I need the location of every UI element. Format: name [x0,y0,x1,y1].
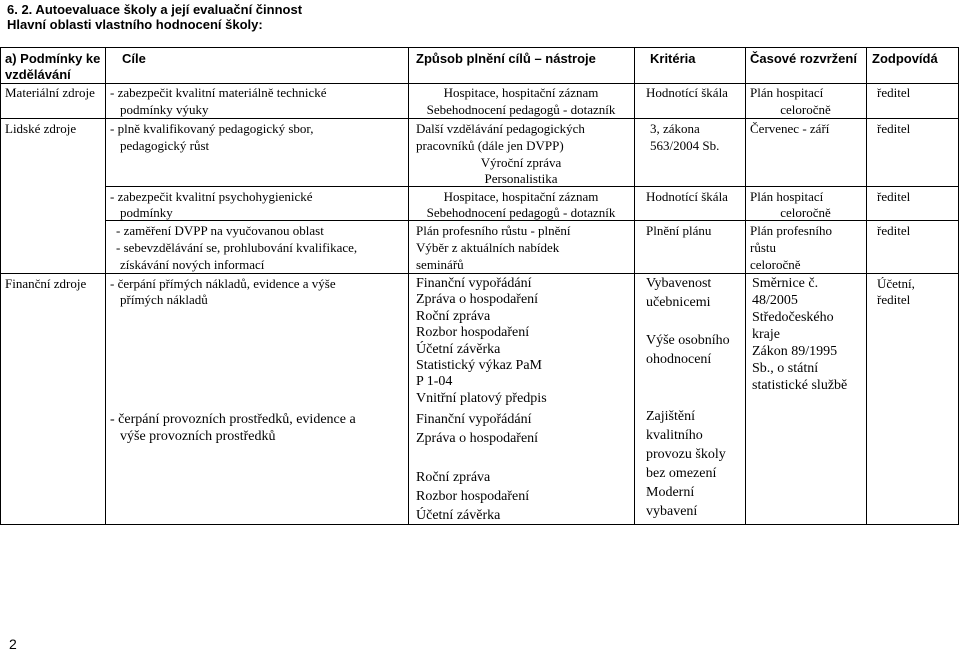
schedule-text: Červenec - září [750,121,830,136]
goal-text: přímých nákladů [120,292,208,307]
responsible-text: ředitel [877,223,911,238]
method-text: Další vzdělávání pedagogických [416,121,585,136]
cell-line: Zákon 89/1995 [752,344,838,359]
cell-line: kvalitního [646,428,703,443]
method-text: Personalistika [484,171,558,186]
cell-line: Středočeského [752,310,834,325]
cell-line: Rozbor hospodaření [416,488,530,504]
cell-line: Statistický výkaz PaM [416,358,542,373]
goal-text: pedagogický růst [120,138,210,153]
header-goals: Cíle [122,51,146,66]
header-area-cont: vzdělávání [5,67,71,82]
cell-line: Výše osobního [646,333,730,348]
goal-text: podmínky výuky [120,102,209,117]
cell-line: Účetní závěrka [416,508,501,523]
schedule-text: Plán hospitací [750,85,824,100]
header-method: Způsob plnění cílů – nástroje [416,51,596,66]
criteria-text: Hodnotící škála [646,189,728,204]
schedule-text: Plán profesního [750,223,832,238]
section-subtitle: Hlavní oblasti vlastního hodnocení školy: [7,17,263,32]
goal-text: - sebevzdělávání se, prohlubování kvalifikace, [116,240,358,255]
goal-text: - čerpání provozních prostředků, evidence a [110,412,356,427]
goal-text: podmínky [120,205,173,220]
method-text: Sebehodnocení pedagogů - dotazník [426,102,616,117]
cell-line: Zajištění [646,409,695,424]
cell-line: Finanční vypořádání [416,276,532,291]
criteria-text: 3, zákona [650,121,700,136]
page-number: 2 [9,636,17,652]
cell-line: P 1-04 [416,374,453,390]
schedule-text: celoročně [750,257,801,272]
responsible-text: ředitel [877,85,911,100]
cell-line: 48/2005 [752,293,798,308]
cell-line: vybavení [646,504,698,519]
area-label: Lidské zdroje [5,121,77,136]
schedule-text: růstu [750,240,776,255]
responsible-text: ředitel [877,189,911,204]
schedule-text: Plán hospitací [750,189,824,204]
method-text: pracovníků (dále jen DVPP) [416,138,564,153]
cell-line: Vybavenost [646,276,712,291]
cell-line: statistické službě [752,378,848,393]
cell-line: Vnitřní platový předpis [416,390,547,406]
cell-line: Rozbor hospodaření [416,325,530,341]
cell-line: Sb., o státní [752,361,819,376]
cell-line: ohodnocení [646,352,712,367]
schedule-text: celoročně [780,102,831,117]
goal-text: - čerpání přímých nákladů, evidence a výše [110,276,336,291]
cell-line: kraje [752,327,780,342]
goal-text: - zaměření DVPP na vyučovanou oblast [116,223,324,238]
goal-text: - zabezpečit kvalitní materiálně technické [110,85,327,100]
cell-line: učebnicemi [646,295,711,310]
area-label: Materiální zdroje [5,85,95,100]
method-text: Plán profesního růstu - plnění [416,223,571,238]
schedule-text: celoročně [780,205,831,220]
header-responsible: Zodpovídá [872,51,938,66]
cell-line: Účetní závěrka [416,341,501,357]
header-criteria: Kritéria [650,51,696,66]
method-text: Výběr z aktuálních nabídek [416,240,560,255]
criteria-text: 563/2004 Sb. [650,138,720,153]
header-area: a) Podmínky ke [5,51,101,66]
responsible-text: ředitel [877,292,911,307]
cell-line: Roční zpráva [416,469,491,485]
goal-text: - plně kvalifikovaný pedagogický sbor, [110,121,314,136]
cell-line: Směrnice č. [752,276,819,291]
cell-line: provozu školy [646,447,726,462]
section-title: 6. 2. Autoevaluace školy a její evaluační činnost [7,2,303,17]
area-label: Finanční zdroje [5,276,87,291]
method-text: Výroční zpráva [480,155,562,170]
method-text: seminářů [416,257,464,272]
goal-text: získávání nových informací [120,257,265,272]
method-text: Sebehodnocení pedagogů - dotazník [426,205,616,220]
header-schedule: Časové rozvržení [750,51,857,66]
method-text: Hospitace, hospitační záznam [443,85,599,100]
cell-line: Zpráva o hospodaření [416,431,539,447]
method-text: Hospitace, hospitační záznam [443,189,599,204]
goal-text: - zabezpečit kvalitní psychohygienické [110,189,313,204]
cell-line: bez omezení [646,466,717,481]
cell-line: Finanční vypořádání [416,412,532,427]
criteria-text: Plnění plánu [646,223,712,238]
criteria-text: Hodnotící škála [646,85,728,100]
goal-text: výše provozních prostředků [120,429,276,444]
responsible-text: ředitel [877,121,911,136]
responsible-text: Účetní, [877,276,915,291]
cell-line: Moderní [646,485,695,500]
cell-line: Zpráva o hospodaření [416,292,539,308]
cell-line: Roční zpráva [416,308,491,324]
